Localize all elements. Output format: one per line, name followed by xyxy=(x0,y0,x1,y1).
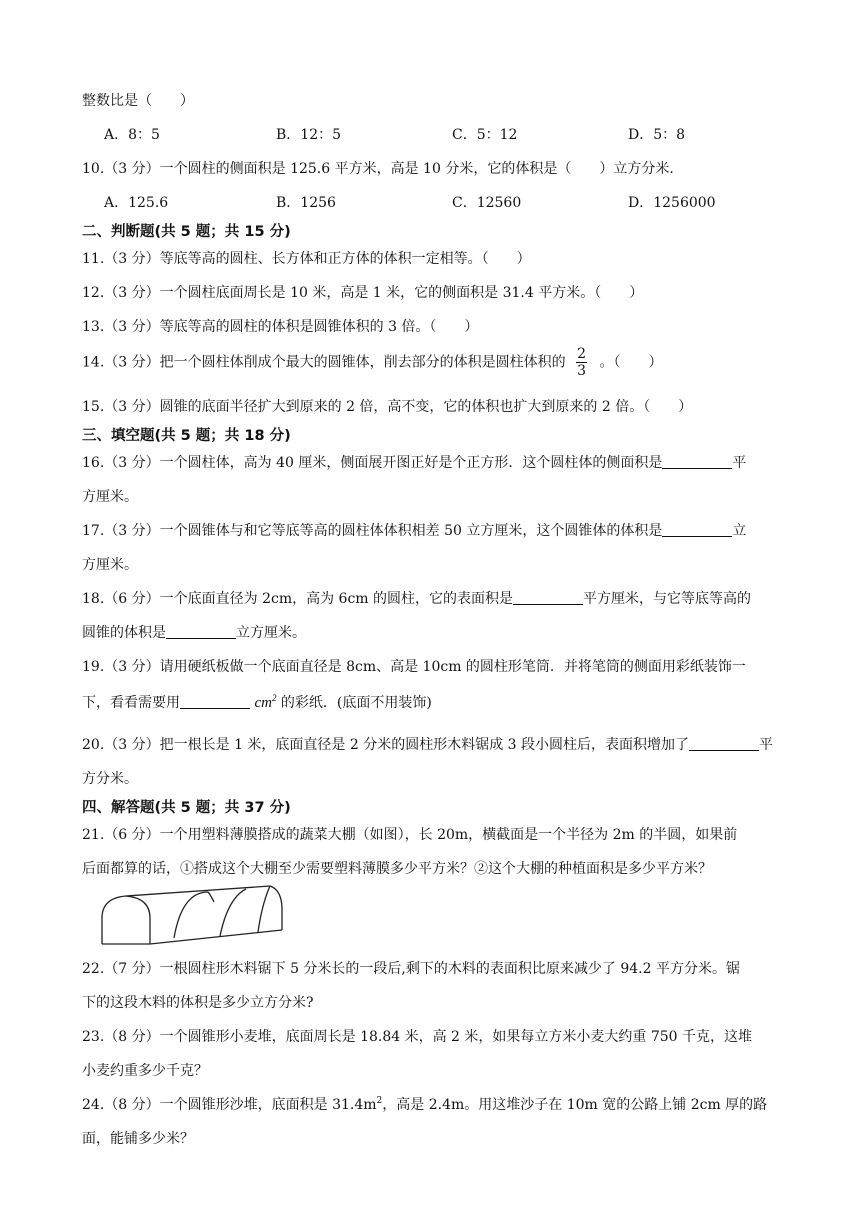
q22-line-1: 22.（7 分）一根圆柱形木料锯下 5 分米长的一段后,剩下的木料的表面积比原来减少了 94.2 平方分米。锯 xyxy=(82,961,740,977)
q11-stem: 11.（3 分）等底等高的圆柱、长方体和正方体的体积一定相等。（ ） xyxy=(82,251,531,267)
q10-option-c: C．12560 xyxy=(452,195,522,211)
q21-line-2: 后面都算的话，①搭成这个大棚至少需要塑料薄膜多少平方米？②这个大棚的种植面积是多少平方米？ xyxy=(82,861,712,877)
q21-line-1: 21.（6 分）一个用塑料薄膜搭成的蔬菜大棚（如图），长 20m，横截面是一个半径为 2m 的半圆，如果前 xyxy=(82,827,738,843)
answer-blank[interactable] xyxy=(662,454,732,469)
section-4-heading: 四、解答题(共 5 题；共 37 分) xyxy=(82,800,291,816)
answer-blank[interactable] xyxy=(689,736,759,751)
answer-blank[interactable] xyxy=(513,590,583,605)
q17-text: 17.（3 分）一个圆锥体与和它等底等高的圆柱体体积相差 50 立方厘米，这个圆锥体的体积是 xyxy=(82,523,663,539)
q14-stem xyxy=(82,346,662,379)
q10-option-a: A．125.6 xyxy=(104,195,169,211)
unit-cm-squared: $cm^2$ xyxy=(254,693,277,711)
q18-line-1 xyxy=(82,588,751,608)
q16-text: 16.（3 分）一个圆柱体，高为 40 厘米，侧面展开图正好是个正方形．这个圆柱体的侧面积是 xyxy=(82,455,663,471)
q15-stem: 15.（3 分）圆锥的底面半径扩大到原来的 2 倍，高不变，它的体积也扩大到原来的 2 倍。（ ） xyxy=(82,399,693,415)
q18-text-mid: 平方厘米，与它等底等高的 xyxy=(583,591,752,607)
answer-blank[interactable] xyxy=(166,624,236,639)
q23-line-1: 23.（8 分）一个圆锥形小麦堆，底面周长是 18.84 米，高 2 米，如果每立方米小麦大约重 750 千克，这堆 xyxy=(82,1029,753,1045)
q24-text: 24.（8 分）一个圆锥形沙堆，底面积是 31.4m xyxy=(82,1097,377,1113)
q12-stem: 12.（3 分）一个圆柱底面周长是 10 米，高是 1 米，它的侧面积是 31.4 平方米。（ ） xyxy=(82,285,644,301)
q17-text-end: 立 xyxy=(732,523,747,539)
q18-text: 18.（6 分）一个底面直径为 2cm，高为 6cm 的圆柱，它的表面积是 xyxy=(82,591,514,607)
q19-line-1: 19.（3 分）请用硬纸板做一个底面直径是 8cm、高是 10cm 的圆柱形笔筒．并将笔筒的侧面用彩纸装饰一 xyxy=(82,659,746,675)
q9-option-b: B．12：5 xyxy=(276,127,342,143)
q16-line-1 xyxy=(82,452,746,472)
q18-text-2: 圆锥的体积是 xyxy=(82,625,166,641)
q20-line-1 xyxy=(82,734,773,754)
q16-text-end: 平 xyxy=(732,455,747,471)
q24-text-end: ，高是 2.4m。用这堆沙子在 10m 宽的公路上铺 2cm 厚的路 xyxy=(382,1097,768,1113)
q19-text-2: 下，看看需要用 xyxy=(82,695,180,711)
q22-line-2: 下的这段木料的体积是多少立方分米? xyxy=(82,995,314,1011)
q9-option-d: D．5：8 xyxy=(628,127,686,143)
q16-line-2: 方厘米。 xyxy=(82,489,138,505)
q14-text-end: 。（ ） xyxy=(599,354,663,371)
q9-stem-tail: 整数比是（ ） xyxy=(82,93,194,109)
q24-line-1 xyxy=(82,1094,767,1114)
fraction-numerator: 2 xyxy=(577,346,586,362)
fraction-two-thirds xyxy=(576,346,587,379)
section-2-heading: 二、判断题(共 5 题；共 15 分) xyxy=(82,224,291,240)
answer-blank[interactable] xyxy=(662,522,732,537)
q10-option-d: D．1256000 xyxy=(628,195,716,211)
q10-stem: 10.（3 分）一个圆柱的侧面积是 125.6 平方米，高是 10 分米，它的体积是（ ）立方分米. xyxy=(82,161,674,177)
q18-text-end: 立方厘米。 xyxy=(236,625,306,641)
q9-option-c: C．5：12 xyxy=(452,127,518,143)
q10-option-b: B．1256 xyxy=(276,195,336,211)
q20-text: 20.（3 分）把一根长是 1 米，底面直径是 2 分米的圆柱形木料锯成 3 段小圆柱后，表面积增加了 xyxy=(82,737,690,753)
answer-blank[interactable] xyxy=(180,694,250,709)
q17-line-2: 方厘米。 xyxy=(82,557,138,573)
q9-option-a: A．8：5 xyxy=(104,127,160,143)
q23-line-2: 小麦约重多少千克？ xyxy=(82,1063,208,1079)
greenhouse-figure xyxy=(98,880,294,946)
q24-line-2: 面，能铺多少米？ xyxy=(82,1131,194,1147)
q13-stem: 13.（3 分）等底等高的圆柱的体积是圆锥体积的 3 倍。（ ） xyxy=(82,319,479,335)
q19-line-2 xyxy=(82,692,432,712)
q24-sup: 2 xyxy=(376,1096,383,1106)
q17-line-1 xyxy=(82,520,746,540)
q14-text: 14.（3 分）把一个圆柱体削成个最大的圆锥体，削去部分的体积是圆柱体积的 xyxy=(82,354,566,371)
fraction-denominator: 3 xyxy=(577,363,586,379)
q20-text-end: 平 xyxy=(759,737,774,753)
section-3-heading: 三、填空题(共 5 题；共 18 分) xyxy=(82,428,291,444)
q19-text-end: 的彩纸．(底面不用装饰) xyxy=(280,695,432,711)
q18-line-2 xyxy=(82,622,306,642)
q20-line-2: 方分米。 xyxy=(82,771,138,787)
